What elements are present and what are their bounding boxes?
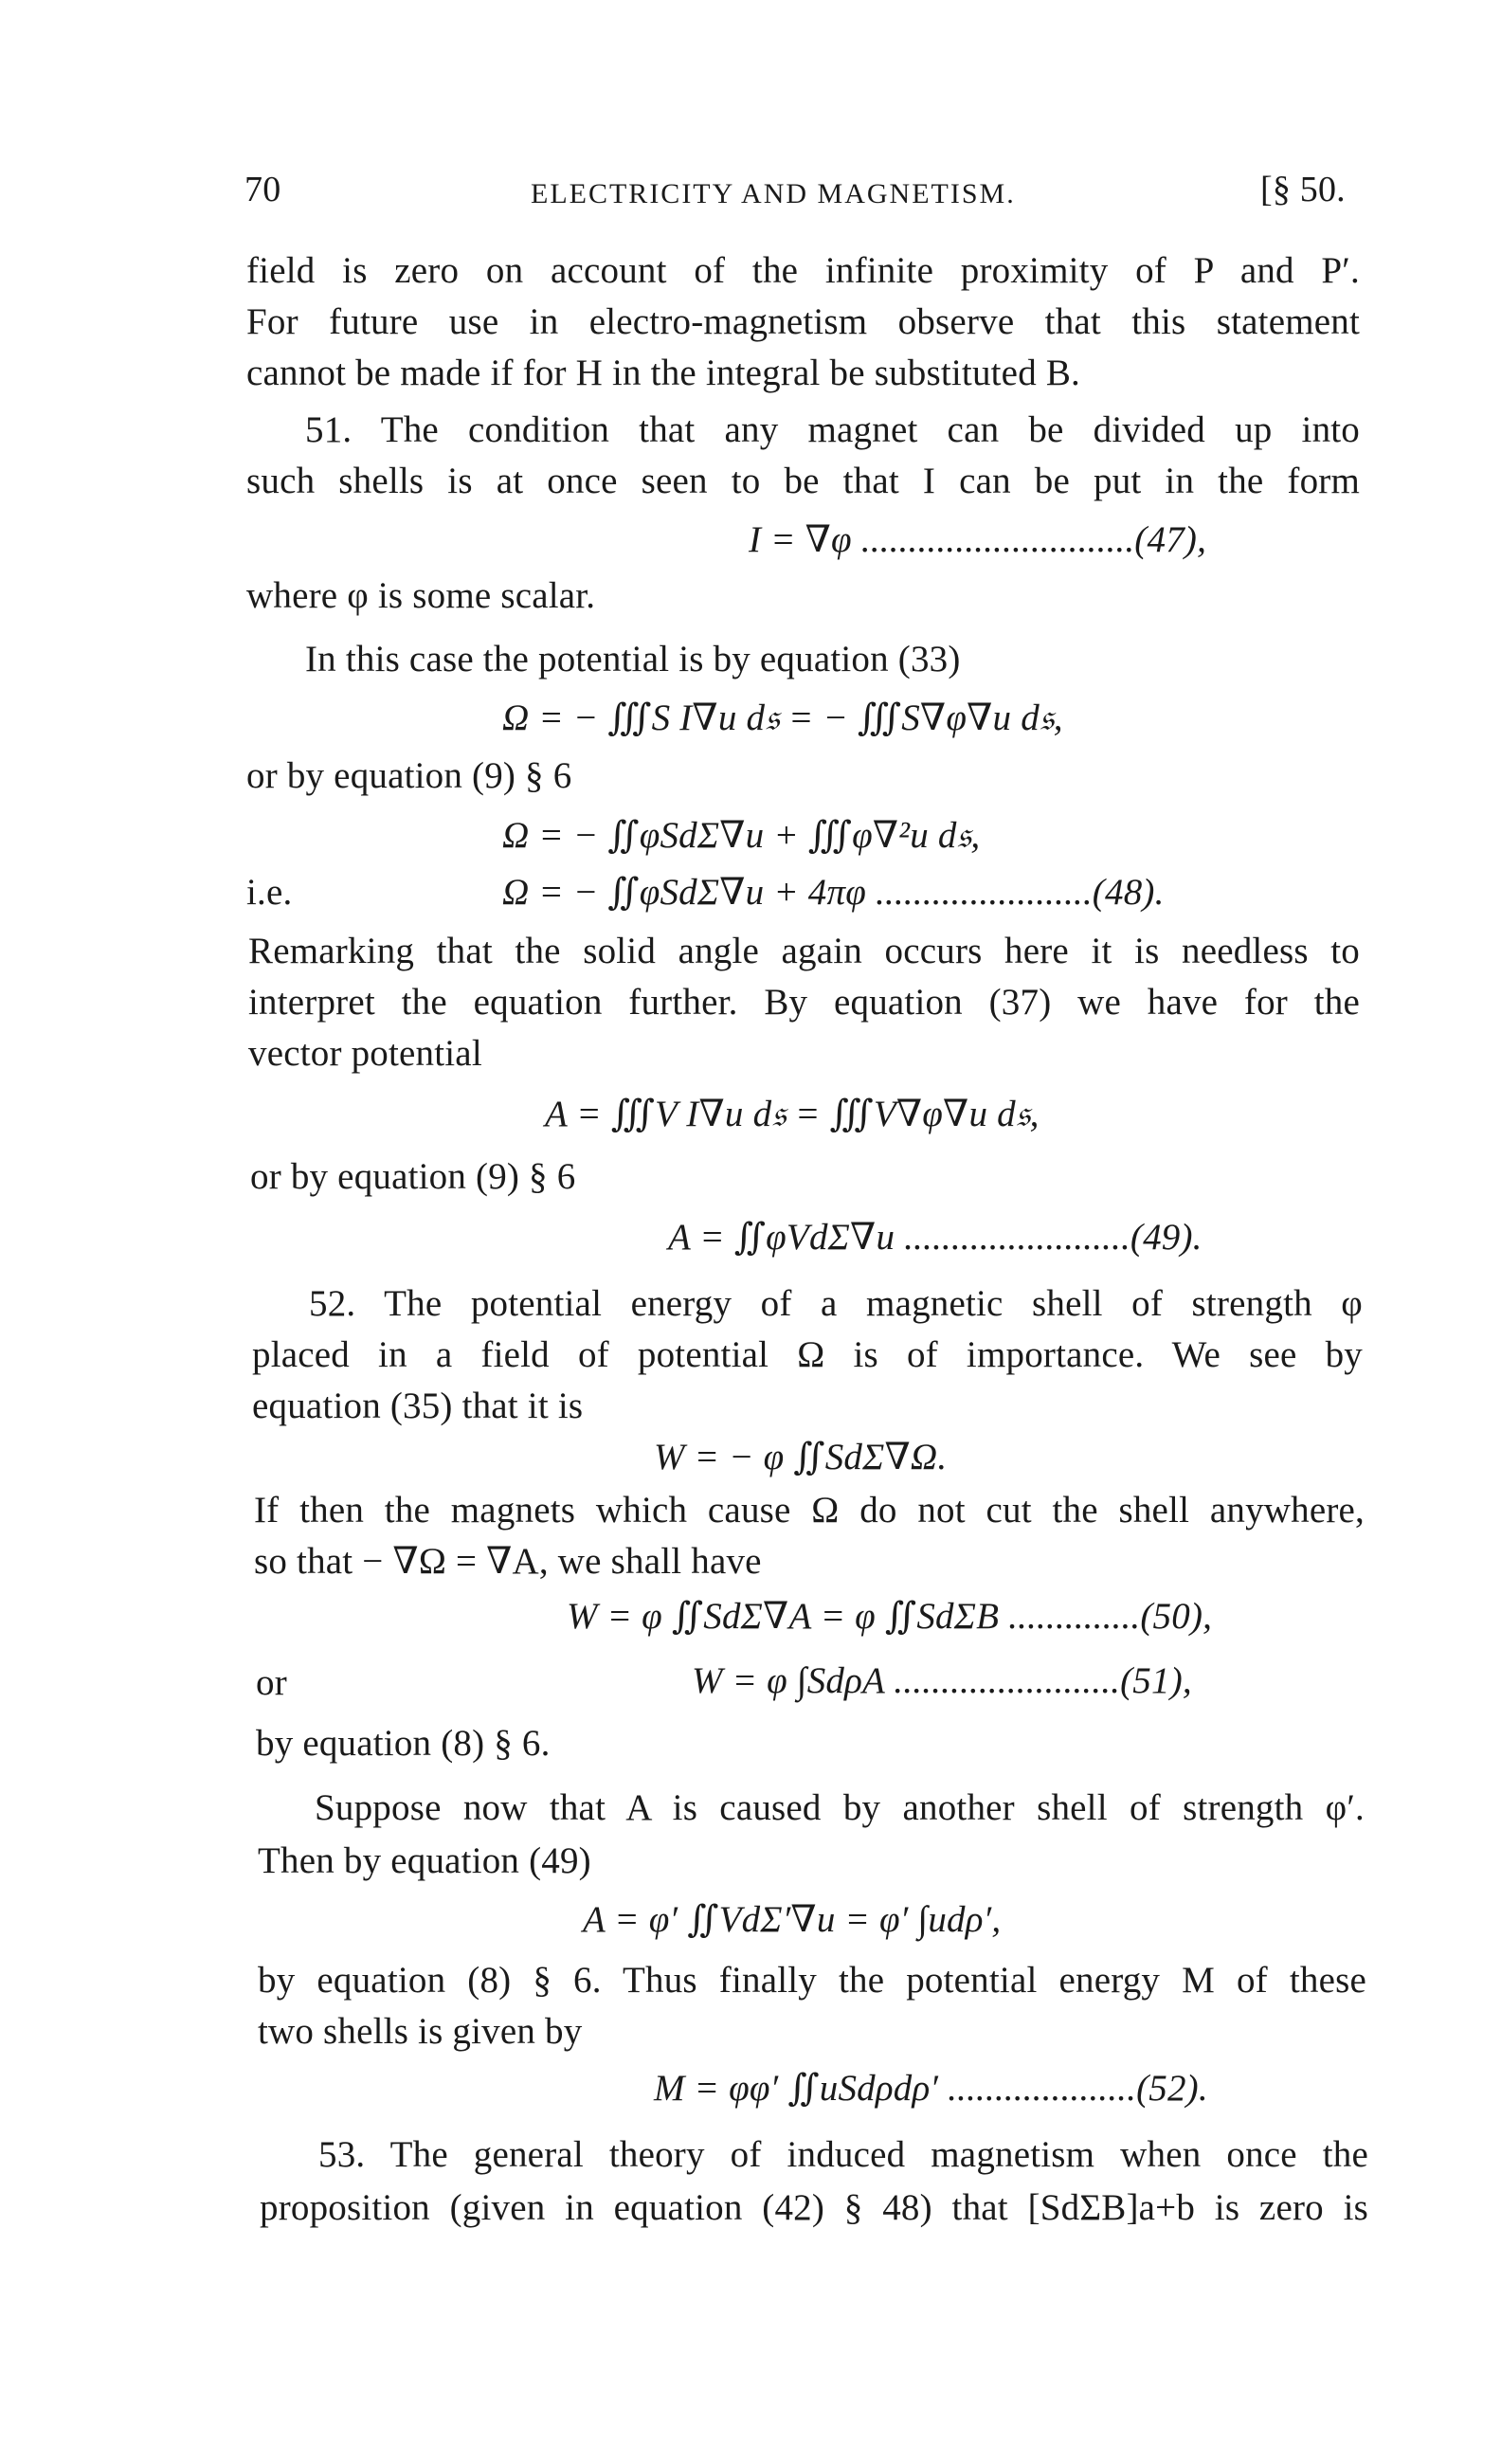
equation: Ω = − ∬φSdΣ∇u + ∭φ∇²u d𝔰, <box>502 815 981 856</box>
equation: A = ∭V I∇u d𝔰 = ∭V∇φ∇u d𝔰, <box>545 1094 1040 1134</box>
equation-49: A = ∬φVdΣ∇u ........................(49). <box>668 1217 1203 1258</box>
equation: W = − φ ∬SdΣ∇Ω. <box>654 1437 948 1477</box>
equation-51: W = φ ∫SdρA ........................(51), <box>692 1660 1192 1701</box>
text-line: interpret the equation further. By equation (37) we have for the <box>248 982 1360 1023</box>
text-line: such shells is at once seen to be that I can be put in the form <box>246 461 1360 501</box>
paragraph-53-start: 53. The general theory of induced magnetism when once the <box>318 2134 1368 2175</box>
equation: A = φ′ ∬VdΣ′∇u = φ′ ∫udρ′, <box>583 1899 1002 1940</box>
text-line: If then the magnets which cause Ω do not cut the shell anywhere, <box>254 1490 1365 1531</box>
equation-47: I = ∇φ .............................(47), <box>749 519 1207 560</box>
text-line: two shells is given by <box>258 2011 583 2052</box>
text-line: vector potential <box>248 1033 482 1074</box>
text-line: Suppose now that A is caused by another shell of strength φ′. <box>315 1787 1365 1828</box>
text-line: so that − ∇Ω = ∇A, we shall have <box>254 1541 762 1582</box>
paragraph-52-start: 52. The potential energy of a magnetic shell of strength φ <box>309 1283 1363 1324</box>
text-line: Then by equation (49) <box>258 1840 591 1881</box>
section-marker: [§ 50. <box>1260 170 1346 209</box>
text-line: In this case the potential is by equation (33) <box>305 639 961 679</box>
running-title: ELECTRICITY AND MAGNETISM. <box>531 178 1016 209</box>
text-line: field is zero on account of the infinite proximity of P and P′. <box>246 250 1360 291</box>
equation-50: W = φ ∬SdΣ∇A = φ ∬SdΣB ..............(50), <box>567 1596 1213 1637</box>
or-label: or <box>256 1662 287 1703</box>
equation-52: M = φφ′ ∬uSdρdρ′ ....................(52). <box>654 2068 1208 2109</box>
page-number: 70 <box>244 170 281 209</box>
ie-label: i.e. <box>246 872 293 913</box>
text-line: proposition (given in equation (42) § 48) that [SdΣB]a+b is zero is <box>260 2187 1368 2228</box>
equation: Ω = − ∭S I∇u d𝔰 = − ∭S∇φ∇u d𝔰, <box>502 698 1063 738</box>
text-line: For future use in electro-magnetism observe that this statement <box>246 301 1360 342</box>
text-line: or by equation (9) § 6 <box>246 755 572 796</box>
paragraph-51-start: 51. The condition that any magnet can be divided up into <box>305 409 1360 450</box>
text-line: by equation (8) § 6. <box>256 1723 551 1764</box>
text-line: placed in a field of potential Ω is of importance. We see by <box>252 1334 1363 1375</box>
text-line: Remarking that the solid angle again occurs here it is needless to <box>248 931 1360 971</box>
equation-48: Ω = − ∬φSdΣ∇u + 4πφ .......................(48). <box>502 872 1165 913</box>
text-line: by equation (8) § 6. Thus finally the potential energy M of these <box>258 1960 1366 2001</box>
text-line: equation (35) that it is <box>252 1386 584 1426</box>
text-line: where φ is some scalar. <box>246 575 596 616</box>
text-line: cannot be made if for H in the integral be substituted B. <box>246 353 1081 393</box>
text-line: or by equation (9) § 6 <box>250 1156 576 1197</box>
